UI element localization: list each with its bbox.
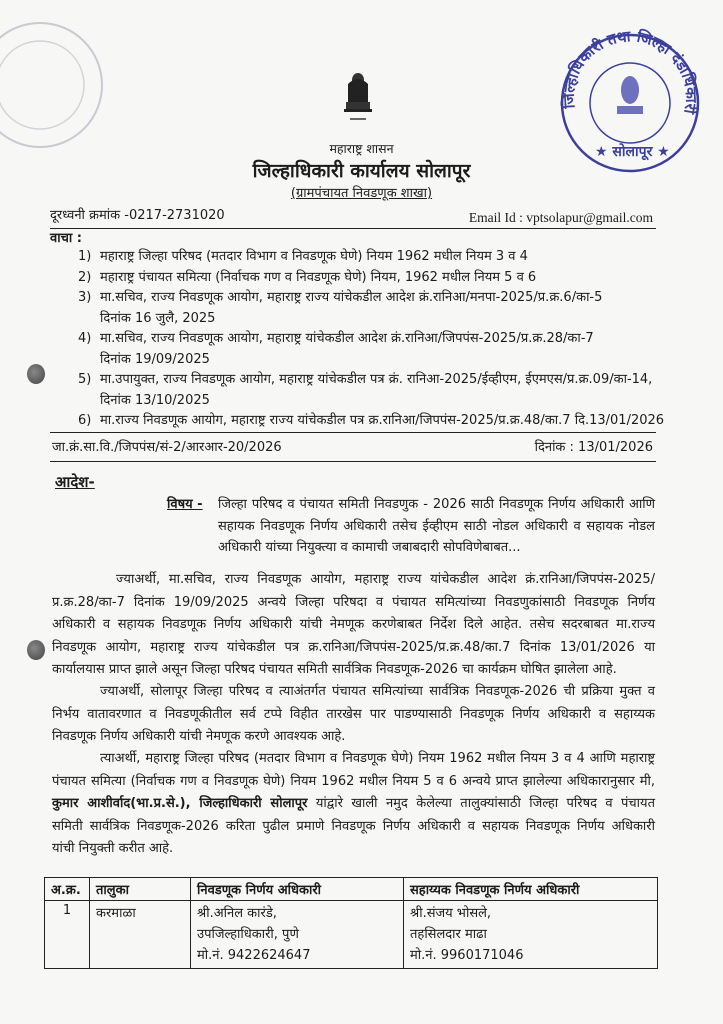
divider	[50, 432, 656, 433]
col-sr: अ.क्र.	[45, 878, 90, 901]
aro-detail: श्री.संजय भोसले,	[410, 906, 492, 921]
table-header-row	[45, 878, 658, 901]
govt-name: महाराष्ट्र शासन	[329, 141, 394, 156]
reference-item: महाराष्ट्र पंचायत समित्या (निर्वाचक गण व निवडणूक घेणे) नियम, 1962 मधील नियम 5 व 6	[100, 269, 537, 285]
paragraph-line: त्याअर्थी, महाराष्ट्र जिल्हा परिषद (मतदार विभाग व निवडणूक घेणे) नियम 1962 मधील नियम 3 व 4 आणि महाराष्ट्र	[100, 751, 655, 766]
paragraph-line: ज्याअर्थी, सोलापूर जिल्हा परिषद व त्याअंतर्गत पंचायत समित्यांच्या सार्वत्रिक निवडणूक-2026 ची प्रक्रिया मुक्त व	[100, 684, 655, 699]
cell-taluka: करमाळा	[90, 901, 191, 969]
aro-detail: मो.नं. 9960171046	[410, 948, 524, 963]
branch-name: (ग्रामपंचायत निवडणूक शाखा)	[290, 186, 433, 201]
order-heading: आदेश-	[55, 473, 95, 491]
punch-hole	[27, 364, 45, 384]
national-emblem-icon	[338, 70, 378, 126]
reference-number: 3)	[78, 290, 92, 305]
punch-hole	[27, 640, 45, 660]
reference-item: दिनांक 13/10/2025	[100, 392, 210, 408]
paragraph-line: प्र.क्र.28/का-7 दिनांक 19/09/2025 अन्वये जिल्हा परिषदा व पंचायत समित्यांच्या निवडणुकांसाठी निवडणूक निर्णय	[52, 594, 655, 610]
reference-number: 2)	[78, 269, 92, 285]
ro-detail: मो.नं. 9422624647	[197, 948, 311, 963]
reference-item: दिनांक 19/09/2025	[100, 351, 210, 367]
reference-item: महाराष्ट्र जिल्हा परिषद (मतदार विभाग व निवडणूक घेणे) नियम 1962 मधील नियम 3 व 4	[100, 249, 528, 264]
references-label: वाचा :	[50, 231, 82, 246]
officer-table	[44, 877, 658, 969]
reference-item: दिनांक 16 जुलै, 2025	[100, 310, 216, 326]
paragraph-line: अधिकारी व सहायक निवडणूक निर्णय अधिकारी यांची नेमणूक करणेबाबत निर्देश दिले आहेत. तसेच सदरबाबत मा.राज्य	[52, 617, 655, 632]
col-aro: सहाय्यक निवडणूक निर्णय अधिकारी	[404, 878, 658, 901]
paragraph-line: पंचायत समित्या (निर्वाचक गण व निवडणूक घेणे) नियम 1962 मधील नियम 5 व 6 अन्वये प्राप्त झालेल्या अधिकारानुसार मी,	[52, 773, 655, 789]
table-row	[45, 901, 658, 969]
office-title: जिल्हाधिकारी कार्यालय सोलापूर	[252, 160, 471, 182]
subject-line: अधिकारी यांच्या नियुक्त्या व कामाची जबाबदारी सोपविणेबाबत...	[218, 540, 521, 555]
paragraph-text: यांद्वारे खाली नमुद केलेल्या तालुक्यांसाठी जिल्हा परिषद व पंचायत	[315, 796, 655, 811]
collector-name: कुमार आशीर्वाद(भा.प्र.से.), जिल्हाधिकारी सोलापूर	[52, 796, 308, 811]
paragraph-line	[52, 794, 655, 814]
cell-ro	[191, 901, 404, 969]
paragraph-line: ज्याअर्थी, मा.सचिव, राज्य निवडणूक आयोग, महाराष्ट्र राज्य यांचेकडील आदेश क्रं.रानिआ/जिपपंस-2025/	[116, 572, 655, 587]
phone-number: दूरध्वनी क्रमांक -0217-2731020	[50, 208, 225, 223]
aro-detail: तहसिलदार माढा	[410, 927, 487, 942]
paragraph-line: समिती सार्वत्रिक निवडणूक-2026 करिता पुढील प्रमाणे निवडणूक निर्णय अधिकारी व सहायक निवडणूक निर्णय अधिकारी	[52, 818, 655, 834]
reference-item: मा.राज्य निवडणूक आयोग, महाराष्ट्र राज्य यांचेकडील पत्र क्र.रानिआ/जिपपंस-2025/प्र.क्र.48/का.7 दि.13/01/2026	[100, 413, 665, 428]
ro-detail: श्री.अनिल कारंडे,	[197, 906, 277, 921]
reference-number: 5)	[78, 372, 92, 387]
reference-item: मा.उपायुक्त, राज्य निवडणूक आयोग, महाराष्ट्र यांचेकडील पत्र क्रं. रानिआ-2025/ईव्हीएम, ईएमएस/प्र.क्र.09/का-14,	[100, 372, 653, 387]
reference-number: 4)	[78, 331, 92, 346]
paragraph-line: निवडणूक आयोग, महाराष्ट्र राज्य यांचेकडील पत्र क्र.रानिआ/जिपपंस-2025/प्र.क्र.48/का.7 दिनांक 13/01/2026 या	[52, 639, 655, 655]
faded-stamp-left	[0, 15, 110, 155]
reference-number: जा.क्रं.सा.वि./जिपपंस/सं-2/आरआर-20/2026	[52, 440, 282, 455]
ro-detail: उपजिल्हाधिकारी, पुणे	[197, 927, 299, 942]
divider	[50, 228, 656, 229]
cell-aro	[404, 901, 658, 969]
subject-line: सहायक निवडणूक निर्णय अधिकारी तसेच ईव्हीएम साठी नोडल अधिकारी व सहायक नोडल	[218, 518, 655, 534]
paragraph-line: निर्भय वातावरणात व निवडणूकीतील सर्व टप्पे विहीत तारखेस पार पाडण्यासाठी निवडणूक निर्णय अधिकारी व सहाय्यक	[52, 706, 655, 722]
subject-label: विषय -	[167, 497, 203, 512]
cell-sr: 1	[45, 901, 90, 969]
order-date: दिनांक : 13/01/2026	[534, 440, 653, 455]
email-id: Email Id : vptsolapur@gmail.com	[468, 210, 653, 225]
reference-number: 1)	[78, 249, 92, 264]
stamp-text: जिल्हाधिकारी तथा जिल्हा दंडाधिकारी	[559, 28, 701, 116]
col-taluka: तालुका	[90, 878, 191, 901]
reference-number: 6)	[78, 413, 92, 428]
stamp-city: ★ सोलापूर ★	[595, 144, 670, 160]
divider	[50, 461, 656, 462]
paragraph-line: निवडणूक निर्णय अधिकारी यांची नेमणूक करणे आवश्यक आहे.	[52, 729, 346, 744]
reference-item: मा.सचिव, राज्य निवडणूक आयोग, महाराष्ट्र राज्य यांचेकडील आदेश क्रं.रानिआ/मनपा-2025/प्र.क्र.6/का-5	[100, 290, 603, 305]
subject-line: जिल्हा परिषद व पंचायत समिती निवडणुक - 2026 साठी निवडणूक निर्णय अधिकारी आणि	[218, 497, 655, 512]
col-ro: निवडणूक निर्णय अधिकारी	[191, 878, 404, 901]
reference-item: मा.सचिव, राज्य निवडणूक आयोग, महाराष्ट्र यांचेकडील आदेश क्रं.रानिआ/जिपपंस-2025/प्र.क्र.28/का-7	[100, 331, 594, 346]
paragraph-line: कार्यालयास प्राप्त झाले असून जिल्हा परिषद पंचायत समिती सार्वत्रिक निवडणूक-2026 चा कार्यक्रम घोषित झालेला आहे.	[52, 662, 617, 677]
paragraph-line: यांची नियुक्ती करीत आहे.	[52, 841, 174, 856]
